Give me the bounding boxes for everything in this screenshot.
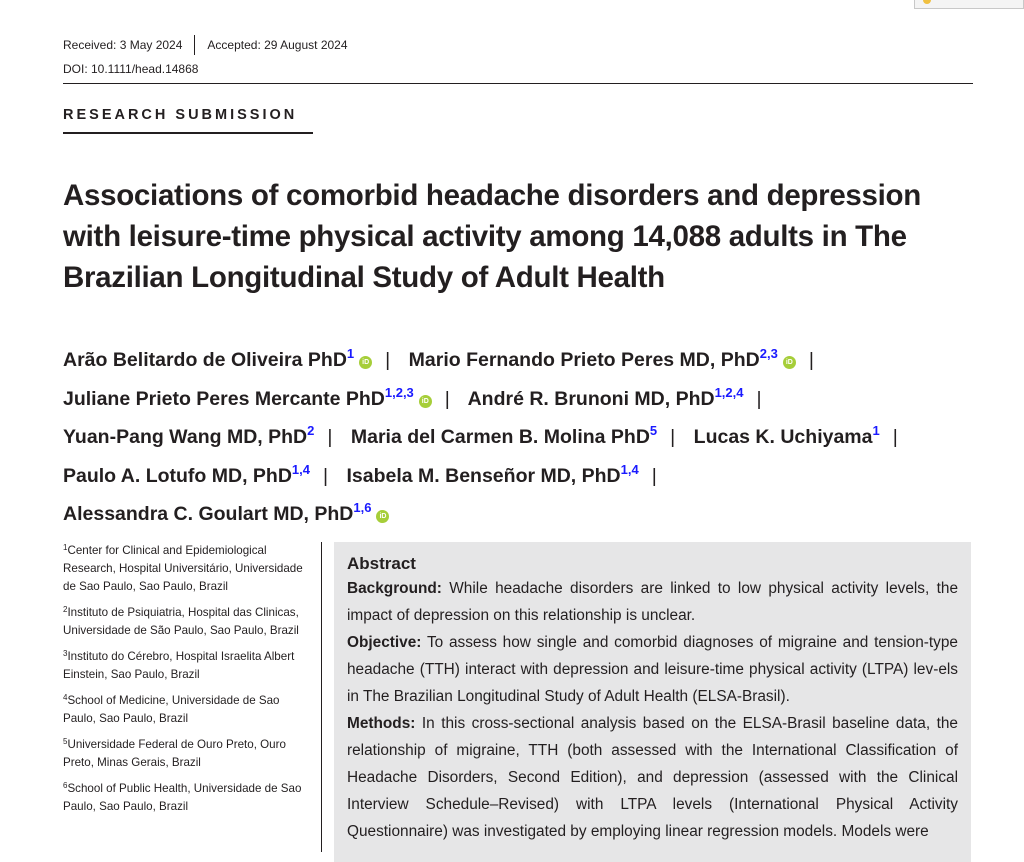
objective-label: Objective: — [347, 634, 422, 651]
author-affiliation-sup[interactable]: 5 — [649, 423, 658, 438]
author-name[interactable] — [350, 423, 658, 448]
section-underline — [63, 132, 313, 134]
background-label: Background: — [347, 580, 442, 597]
author-affiliation-sup[interactable]: 1 — [872, 423, 880, 438]
doi-link[interactable]: DOI: 10.1111/head.14868 — [63, 62, 199, 76]
background-text: While headache disorders are linked to low physical activity levels, the impact of depression on this relationship is unclear. — [347, 580, 959, 624]
section-label: RESEARCH SUBMISSION — [63, 107, 298, 123]
abstract-methods — [347, 710, 958, 845]
author-separator: | — [327, 426, 333, 448]
affiliation-item — [63, 733, 308, 772]
objective-text: To assess how single and comorbid diagnoses of migraine and tension-type headache (TTH) interact with depression and leisure-time physical activity (LTPA) lev-els in The Brazilian Longitudinal Study of Adult Health (ELSA-Brasil). — [347, 634, 958, 705]
author-name-text: Alessandra C. Goulart MD, PhD — [63, 503, 354, 525]
author-affiliation-sup[interactable]: 1,2,3 — [384, 384, 414, 400]
received-date: Received: 3 May 2024 — [63, 38, 183, 52]
column-divider — [321, 542, 322, 852]
author-separator: | — [670, 426, 676, 448]
header-divider — [63, 83, 973, 84]
affiliation-number: 5 — [63, 737, 68, 746]
author-separator: | — [385, 349, 391, 371]
affiliation-text: Instituto de Psiquiatria, Hospital das Clinicas, Universidade de São Paulo, Sao Paulo, Brazil — [63, 606, 299, 637]
methods-text: In this cross-sectional analysis based on the ELSA-Brasil baseline data, the relationship of migraine, TTH (both assessed with the International Classification of Headache Disorders, Second Edition), and depression (assessed with the Clinical Interview Schedule–Revised) with LTPA levels (International Physical Activity Questionnaire) was investigated by employing linear regression models. Models were — [347, 715, 958, 840]
abstract-objective — [347, 629, 958, 710]
affiliation-number: 6 — [63, 781, 68, 790]
author-separator: | — [651, 464, 657, 487]
author-name-text: Mario Fernando Prieto Peres MD, PhD — [408, 349, 760, 371]
affiliation-item — [63, 645, 308, 684]
author-name-text: Isabela M. Benseñor MD, PhD — [346, 464, 621, 487]
author-affiliation-sup[interactable]: 1,4 — [620, 461, 639, 477]
affiliations — [63, 539, 308, 821]
orcid-icon[interactable]: iD — [376, 510, 389, 523]
affiliation-text: Instituto do Cérebro, Hospital Israelita Albert Einstein, Sao Paulo, Brazil — [63, 650, 295, 681]
author-name-text: Maria del Carmen B. Molina PhD — [350, 426, 650, 448]
affiliation-item — [63, 601, 308, 640]
author-name[interactable] — [467, 384, 744, 410]
author-separator: | — [892, 426, 898, 448]
author-name-text: Arão Belitardo de Oliveira PhD — [63, 349, 347, 371]
author-affiliation-sup[interactable]: 1,6 — [353, 500, 372, 515]
abstract-heading: Abstract — [347, 554, 416, 573]
author-name[interactable] — [346, 461, 639, 487]
accepted-date: Accepted: 29 August 2024 — [207, 38, 348, 52]
author-name-text: Yuan-Pang Wang MD, PhD — [63, 426, 308, 448]
author-name-text: Paulo A. Lotufo MD, PhD — [63, 464, 292, 487]
date-separator — [194, 35, 195, 55]
affiliation-number: 4 — [63, 693, 68, 702]
author-affiliation-sup[interactable]: 2,3 — [759, 346, 778, 361]
affiliation-number: 2 — [63, 605, 68, 614]
author-name-text: Lucas K. Uchiyama — [693, 426, 873, 448]
author-affiliation-sup[interactable]: 2 — [307, 423, 315, 438]
author-name[interactable] — [63, 500, 389, 525]
article-title: Associations of comorbid headache disorders and depression with leisure-time physical activity among 14,088 adults in The Brazilian Longitudinal Study of Adult Health — [63, 179, 921, 294]
affiliation-text: School of Medicine, Universidade de Sao Paulo, Sao Paulo, Brazil — [63, 694, 280, 725]
abstract-background — [347, 575, 958, 629]
author-name-text: André R. Brunoni MD, PhD — [467, 387, 715, 410]
affiliation-number: 1 — [63, 543, 68, 552]
author-name[interactable] — [63, 346, 372, 371]
orcid-icon[interactable]: iD — [359, 356, 372, 369]
affiliation-number: 3 — [63, 649, 68, 658]
affiliation-text: School of Public Health, Universidade de Sao Paulo, Sao Paulo, Brazil — [63, 782, 302, 813]
author-separator: | — [756, 387, 762, 410]
author-separator: | — [808, 349, 814, 371]
affiliation-item — [63, 777, 308, 816]
author-affiliation-sup[interactable]: 1,2,4 — [714, 384, 744, 400]
affiliation-item — [63, 689, 308, 728]
corner-widget[interactable] — [914, 0, 1024, 9]
affiliation-text: Center for Clinical and Epidemiological Research, Hospital Universitário, Universidade de Sao Paulo, Sao Paulo, Brazil — [63, 544, 303, 593]
affiliation-text: Universidade Federal de Ouro Preto, Ouro Preto, Minas Gerais, Brazil — [63, 738, 286, 769]
affiliation-item — [63, 539, 308, 596]
publication-dates — [63, 35, 348, 55]
author-name[interactable] — [693, 423, 880, 448]
author-affiliation-sup[interactable]: 1,4 — [291, 461, 310, 477]
author-name[interactable] — [63, 461, 310, 487]
author-name[interactable] — [408, 346, 796, 371]
author-name[interactable] — [63, 384, 432, 410]
author-name-text: Juliane Prieto Peres Mercante PhD — [63, 387, 385, 410]
author-name[interactable] — [63, 423, 315, 448]
methods-label: Methods: — [347, 715, 416, 732]
orcid-icon[interactable]: iD — [783, 356, 796, 369]
author-list — [63, 338, 983, 531]
author-separator: | — [444, 387, 450, 410]
abstract-box — [334, 542, 971, 862]
orcid-icon[interactable]: iD — [419, 395, 432, 408]
author-affiliation-sup[interactable]: 1 — [346, 346, 355, 361]
author-separator: | — [323, 464, 329, 487]
corner-widget-icon — [923, 0, 931, 4]
